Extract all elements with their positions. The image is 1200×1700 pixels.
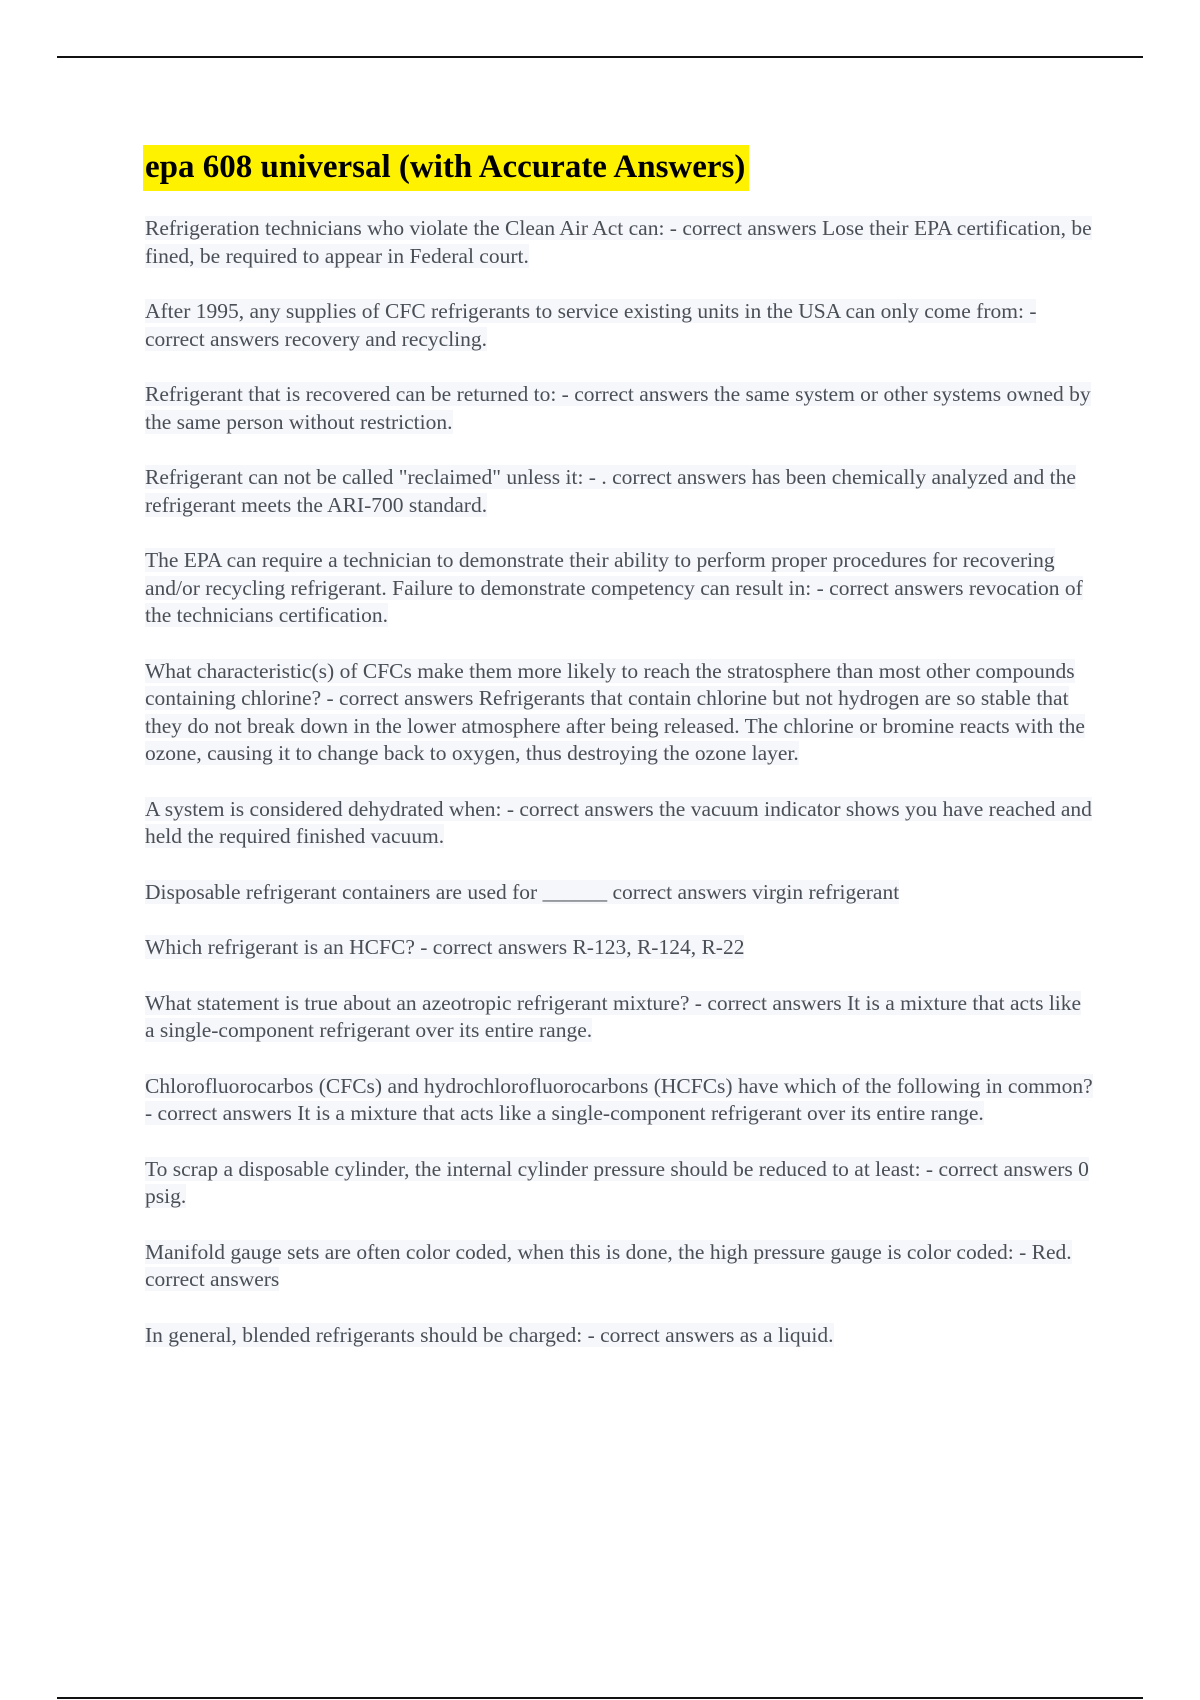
qa-item-8: [145, 879, 1095, 907]
qa-text: The EPA can require a technician to demonstrate their ability to perform proper procedures for recovering and/or recycling refrigerant. Failure to demonstrate competency can result in: - correct answers revocation of the technicians certification.: [145, 548, 1083, 627]
qa-item-7: [145, 796, 1095, 851]
qa-item-13: [145, 1239, 1095, 1294]
qa-item-5: [145, 547, 1095, 630]
qa-text: After 1995, any supplies of CFC refrigerants to service existing units in the USA can only come from: - correct answers recovery and recycling.: [145, 299, 1037, 351]
qa-text: What statement is true about an azeotropic refrigerant mixture? - correct answers It is a mixture that acts like a single-component refrigerant over its entire range.: [145, 990, 1082, 1042]
qa-item-4: [145, 464, 1095, 519]
qa-text: A system is considered dehydrated when: - correct answers the vacuum indicator shows you have reached and held the required finished vacuum.: [145, 796, 1092, 848]
qa-item-12: [145, 1156, 1095, 1211]
qa-text: What characteristic(s) of CFCs make them more likely to reach the stratosphere than most other compounds containing chlorine? - correct answers Refrigerants that contain chlorine but not hydrogen are so stable that they do not break down in the lower atmosphere after being released. The chlorine or bromine reacts with the ozone, causing it to change back to oxygen, thus destroying the ozone layer.: [145, 658, 1085, 765]
qa-item-11: [145, 1073, 1095, 1128]
qa-item-6: [145, 658, 1095, 768]
qa-item-10: [145, 990, 1095, 1045]
bottom-rule: [57, 1697, 1143, 1699]
qa-text: Manifold gauge sets are often color coded, when this is done, the high pressure gauge is color coded: - Red. correct answers: [145, 1239, 1072, 1291]
qa-text: In general, blended refrigerants should be charged: - correct answers as a liquid.: [145, 1322, 834, 1347]
qa-text: To scrap a disposable cylinder, the internal cylinder pressure should be reduced to at least: - correct answers 0 psig.: [145, 1156, 1089, 1208]
qa-item-1: [145, 215, 1095, 270]
qa-text: Refrigerant that is recovered can be returned to: - correct answers the same system or other systems owned by the same person without restriction.: [145, 382, 1091, 434]
qa-item-3: [145, 381, 1095, 436]
qa-text: Refrigerant can not be called "reclaimed" unless it: - . correct answers has been chemically analyzed and the refrigerant meets the ARI-700 standard.: [145, 465, 1076, 517]
top-rule: [57, 56, 1143, 58]
qa-text: Refrigeration technicians who violate the Clean Air Act can: - correct answers Lose their EPA certification, be fined, be required to appear in Federal court.: [145, 216, 1092, 268]
qa-item-2: [145, 298, 1095, 353]
qa-item-14: [145, 1322, 1095, 1350]
document-body: [145, 145, 1095, 1377]
document-title: epa 608 universal (with Accurate Answers): [143, 145, 749, 191]
qa-text: Disposable refrigerant containers are used for ______ correct answers virgin refrigerant: [145, 879, 900, 904]
qa-text: Which refrigerant is an HCFC? - correct answers R-123, R-124, R-22: [145, 935, 745, 959]
qa-list: [145, 215, 1095, 1349]
qa-text: Chlorofluorocarbos (CFCs) and hydrochlorofluorocarbons (HCFCs) have which of the following in common? - correct answers It is a mixture that acts like a single-component refrigerant over its entire range.: [145, 1073, 1093, 1125]
qa-item-9: [145, 934, 1095, 962]
